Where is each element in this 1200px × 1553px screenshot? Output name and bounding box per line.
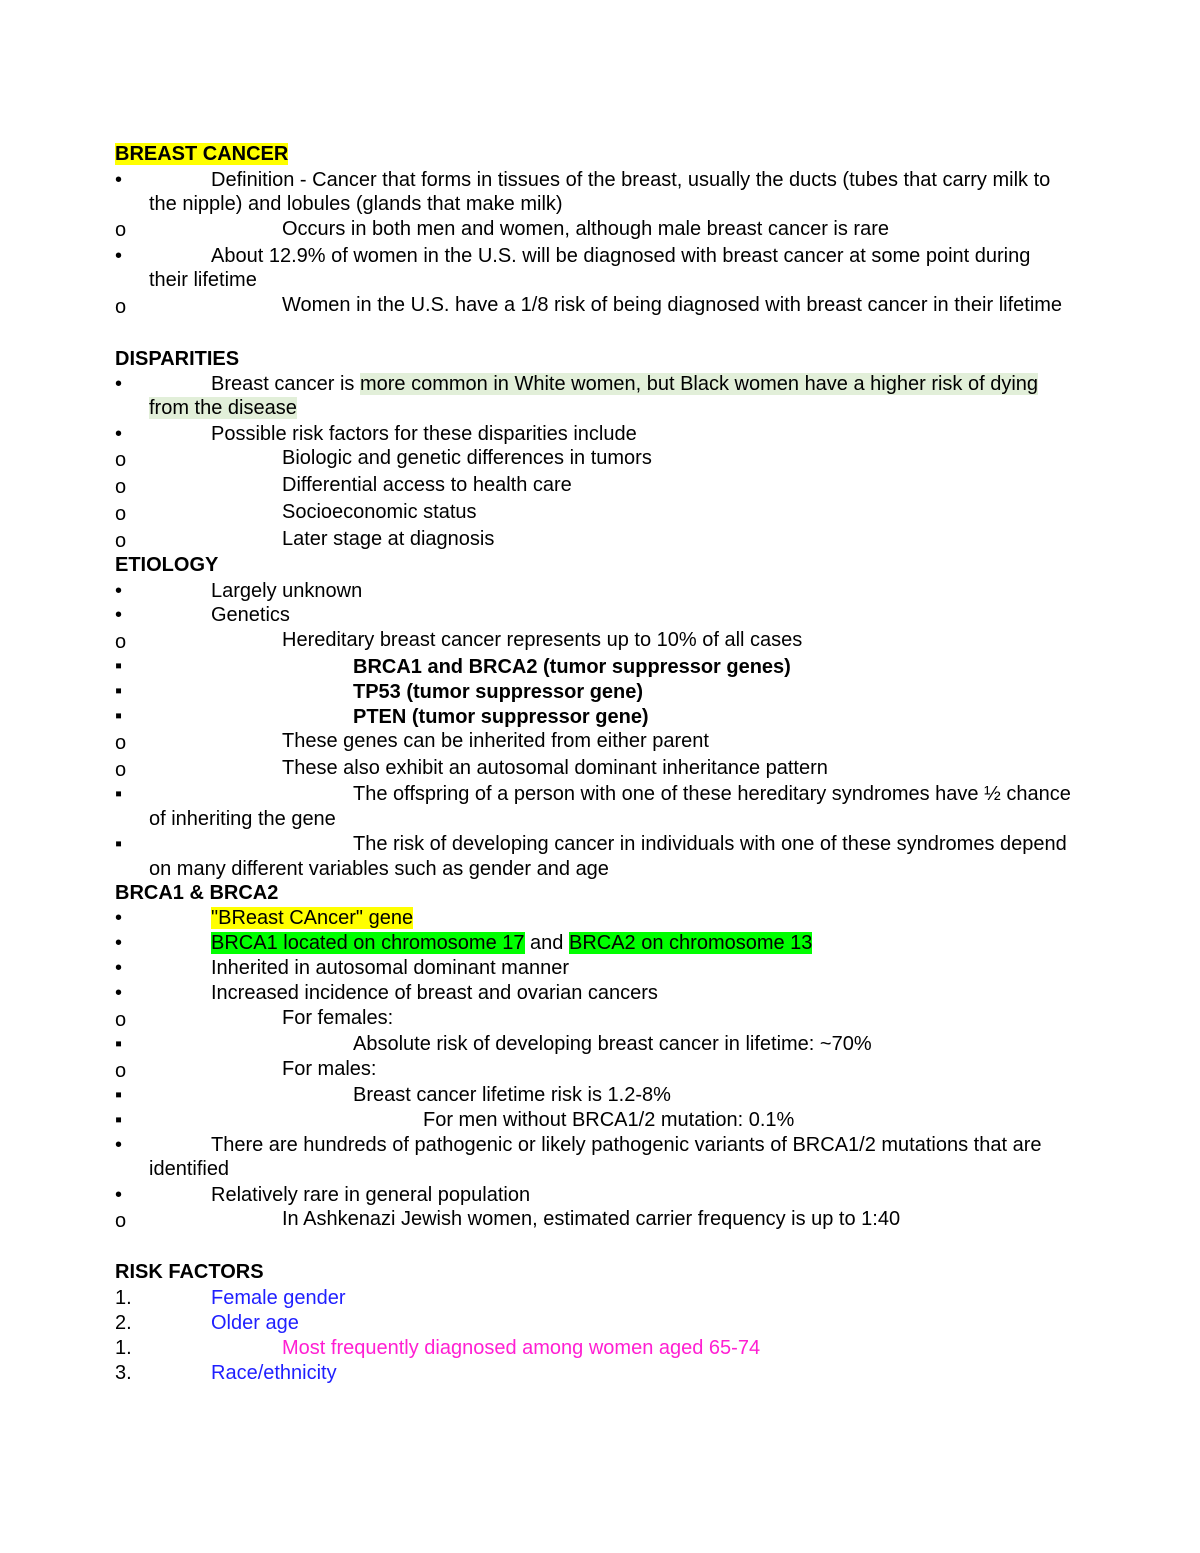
circle-marker: o xyxy=(115,476,127,498)
list-item-text-continued: their lifetime xyxy=(149,269,257,291)
list-item-text: Genetics xyxy=(211,604,290,626)
list-item-text: Biologic and genetic differences in tumors xyxy=(282,447,652,469)
section-heading-disparities: DISPARITIES xyxy=(115,348,240,370)
square-marker: ▪ xyxy=(115,655,123,677)
square-marker: ▪ xyxy=(115,833,123,855)
list-item-text: For females: xyxy=(282,1007,394,1029)
list-item-text-continued: the nipple) and lobules (glands that make milk) xyxy=(149,193,563,215)
list-item-text xyxy=(211,372,1038,396)
circle-marker: o xyxy=(115,1009,127,1031)
bullet-marker: • xyxy=(115,1134,123,1156)
square-marker: ▪ xyxy=(115,680,123,702)
list-item-text: Occurs in both men and women, although male breast cancer is rare xyxy=(282,218,889,240)
circle-marker: o xyxy=(115,296,127,318)
bullet-marker: • xyxy=(115,580,123,602)
section-heading-risk-factors: RISK FACTORS xyxy=(115,1261,264,1283)
circle-marker: o xyxy=(115,759,127,781)
circle-marker: o xyxy=(115,503,127,525)
list-item-text: Differential access to health care xyxy=(282,474,572,496)
list-number: 1. xyxy=(115,1337,132,1359)
list-item-text: Relatively rare in general population xyxy=(211,1184,531,1206)
list-item-text: Older age xyxy=(211,1312,299,1334)
square-marker: ▪ xyxy=(115,1084,123,1106)
section-heading-breast-cancer xyxy=(115,142,288,166)
list-item-text: PTEN (tumor suppressor gene) xyxy=(353,706,649,728)
list-item-text: Women in the U.S. have a 1/8 risk of being diagnosed with breast cancer in their lifetime xyxy=(282,294,1063,316)
text-highlighted: "BReast CAncer" gene xyxy=(211,907,414,929)
text-highlighted: more common in White women, but Black women have a higher risk of dying xyxy=(359,373,1039,395)
list-item-text: For males: xyxy=(282,1058,377,1080)
list-item-text: These also exhibit an autosomal dominant inheritance pattern xyxy=(282,757,828,779)
list-item-text: Possible risk factors for these disparities include xyxy=(211,423,637,445)
list-item-text: Female gender xyxy=(211,1287,346,1309)
circle-marker: o xyxy=(115,732,127,754)
list-item-text: Hereditary breast cancer represents up to 10% of all cases xyxy=(282,629,803,651)
circle-marker: o xyxy=(115,219,127,241)
list-item-text: These genes can be inherited from either parent xyxy=(282,730,709,752)
list-item-text: Race/ethnicity xyxy=(211,1362,337,1384)
list-item-text: The offspring of a person with one of these hereditary syndromes have ½ chance xyxy=(353,783,1071,805)
list-item-text: Socioeconomic status xyxy=(282,501,477,523)
circle-marker: o xyxy=(115,530,127,552)
bullet-marker: • xyxy=(115,932,123,954)
list-item-text-continued: identified xyxy=(149,1158,230,1180)
circle-marker: o xyxy=(115,1060,127,1082)
list-item-text: Increased incidence of breast and ovarian cancers xyxy=(211,982,658,1004)
bullet-marker: • xyxy=(115,245,123,267)
square-marker: ▪ xyxy=(115,705,123,727)
list-item-text: Breast cancer lifetime risk is 1.2-8% xyxy=(353,1084,671,1106)
list-item-text: TP53 (tumor suppressor gene) xyxy=(353,681,644,703)
list-item-text xyxy=(211,906,413,930)
text-highlighted: BRCA1 located on chromosome 17 xyxy=(211,932,525,954)
list-item-text: Most frequently diagnosed among women aged 65-74 xyxy=(282,1337,761,1359)
bullet-marker: • xyxy=(115,982,123,1004)
text-plain: Breast cancer is xyxy=(211,373,360,395)
circle-marker: o xyxy=(115,631,127,653)
bullet-marker: • xyxy=(115,373,123,395)
section-heading-etiology: ETIOLOGY xyxy=(115,554,219,576)
list-item-text: About 12.9% of women in the U.S. will be diagnosed with breast cancer at some point during xyxy=(211,245,1031,267)
list-item-text-continued: on many different variables such as gender and age xyxy=(149,858,609,880)
square-marker: ▪ xyxy=(115,783,123,805)
section-heading-brca: BRCA1 & BRCA2 xyxy=(115,882,279,904)
list-item-text: There are hundreds of pathogenic or likely pathogenic variants of BRCA1/2 mutations that are xyxy=(211,1134,1042,1156)
list-item-text: In Ashkenazi Jewish women, estimated carrier frequency is up to 1:40 xyxy=(282,1208,901,1230)
bullet-marker: • xyxy=(115,169,123,191)
list-item-text: The risk of developing cancer in individuals with one of these syndromes depend xyxy=(353,833,1067,855)
bullet-marker: • xyxy=(115,423,123,445)
circle-marker: o xyxy=(115,449,127,471)
text-highlighted: BRCA2 on chromosome 13 xyxy=(568,932,813,954)
text-plain: and xyxy=(524,932,569,954)
list-item-text: Later stage at diagnosis xyxy=(282,528,495,550)
list-item-text: Absolute risk of developing breast cancer in lifetime: ~70% xyxy=(353,1033,872,1055)
list-item-text: BRCA1 and BRCA2 (tumor suppressor genes) xyxy=(353,656,791,678)
square-marker: ▪ xyxy=(115,1109,123,1131)
list-item-text: Largely unknown xyxy=(211,580,363,602)
circle-marker: o xyxy=(115,1210,127,1232)
list-item-text: Inherited in autosomal dominant manner xyxy=(211,957,569,979)
text-highlighted: from the disease xyxy=(149,397,297,419)
list-item-text: Definition - Cancer that forms in tissues of the breast, usually the ducts (tubes that carry milk to xyxy=(211,169,1051,191)
bullet-marker: • xyxy=(115,1184,123,1206)
list-item-text xyxy=(211,931,812,955)
list-number: 2. xyxy=(115,1312,132,1334)
heading-text: BREAST CANCER xyxy=(115,143,289,165)
list-item-text-continued: of inheriting the gene xyxy=(149,808,336,830)
bullet-marker: • xyxy=(115,957,123,979)
bullet-marker: • xyxy=(115,604,123,626)
list-item-text: For men without BRCA1/2 mutation: 0.1% xyxy=(423,1109,795,1131)
square-marker: ▪ xyxy=(115,1033,123,1055)
list-item-text-continued xyxy=(149,396,297,420)
list-number: 1. xyxy=(115,1287,132,1309)
list-number: 3. xyxy=(115,1362,132,1384)
bullet-marker: • xyxy=(115,907,123,929)
